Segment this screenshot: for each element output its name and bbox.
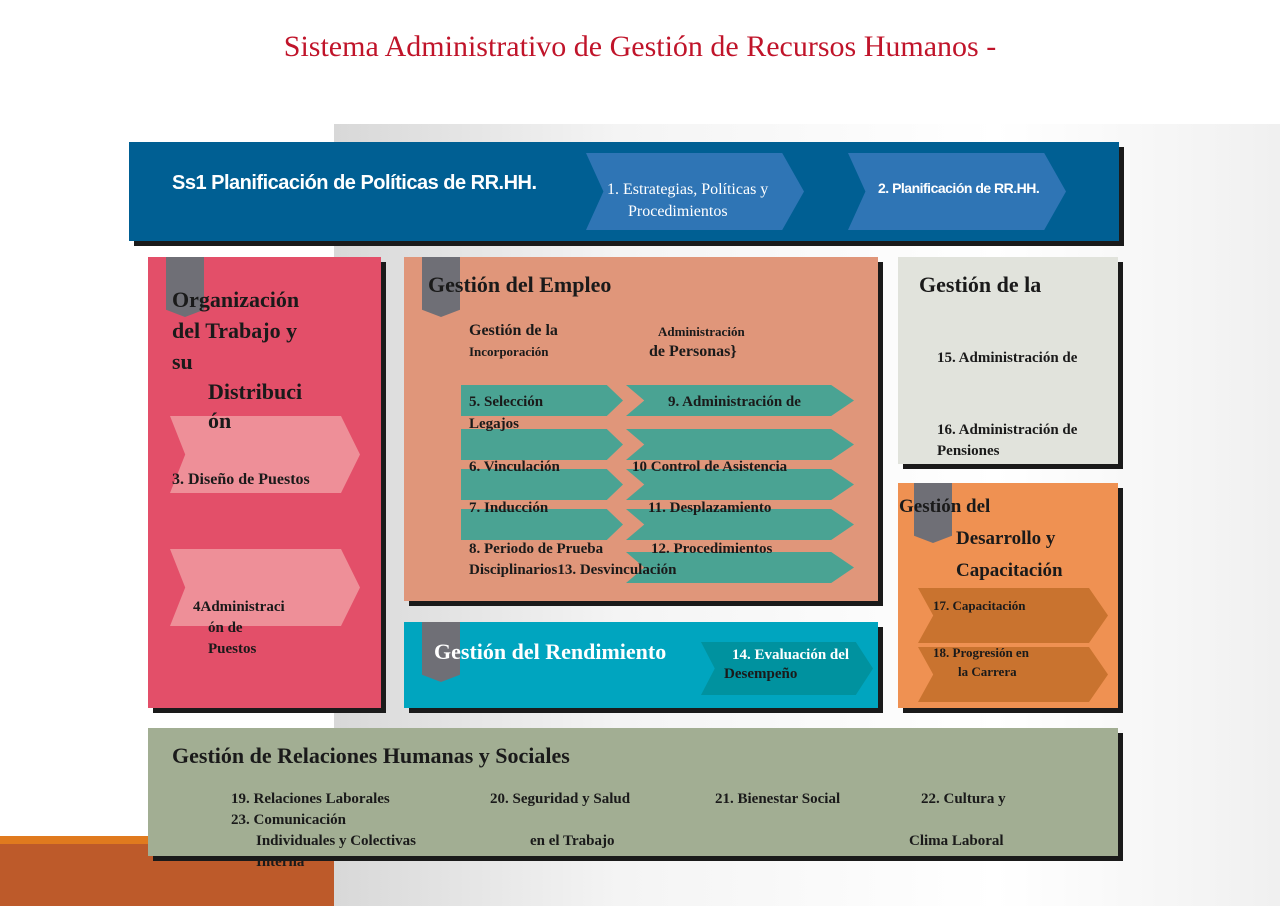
empleo-item-8: 8. Periodo de Prueba — [469, 541, 604, 557]
organizacion-subtitle — [208, 377, 302, 435]
organizacion-title-line5: ón — [208, 408, 232, 433]
banner-item-2-label: 2. Planificación de RR.HH. — [878, 180, 1040, 196]
relaciones-item-22: 22. Cultura y — [921, 791, 1006, 807]
organizacion-item-4-line3: Puestos — [208, 641, 257, 657]
desarrollo-item-18 — [933, 643, 1029, 681]
relaciones-item-20: 20. Seguridad y Salud — [490, 791, 631, 807]
empleo-item-6: 6. Vinculación — [469, 459, 560, 475]
empleo-col1-line2: Incorporación — [469, 344, 549, 359]
organizacion-title-line4: Distribuci — [208, 379, 303, 404]
relaciones-item-20-line2: en el Trabajo — [530, 833, 615, 849]
empleo-item-11: 11. Desplazamiento — [648, 500, 772, 516]
desarrollo-item-17: 17. Capacitación — [933, 598, 1026, 613]
organizacion-title — [172, 284, 299, 377]
empleo-item-10: 10 Control de Asistencia — [632, 459, 788, 475]
organizacion-item-4 — [193, 597, 285, 660]
relaciones-item-23: 23. Comunicación — [231, 812, 347, 828]
organizacion-title-line3: su — [172, 349, 193, 374]
rendimiento-item-14-line1: 14. Evaluación del — [732, 647, 850, 663]
organizacion-item-4-line1: 4Administraci — [193, 599, 285, 615]
empleo-col1-header — [469, 322, 558, 360]
organizacion-title-line1: Organización — [172, 287, 300, 312]
relaciones-item-23-line2: Interna — [256, 854, 305, 870]
empleo-chevron-r2 — [626, 429, 854, 460]
desarrollo-chevron-1 — [918, 588, 1108, 643]
rendimiento-item-14-line2: Desempeño — [724, 666, 798, 682]
empleo-col1-line1: Gestión de la — [469, 322, 558, 339]
desarrollo-title-line3: Capacitación — [956, 560, 1063, 581]
empleo-title: Gestión del Empleo — [428, 272, 612, 297]
banner-title: Ss1 Planificación de Políticas de RR.HH. — [172, 172, 537, 194]
compensacion-title: Gestión de la — [919, 272, 1042, 297]
empleo-item-9: 9. Administración de — [668, 394, 801, 410]
organizacion-item-3: 3. Diseño de Puestos — [172, 471, 310, 488]
relaciones-item-19-line2: Individuales y Colectivas — [256, 833, 417, 849]
empleo-item-7: 7. Inducción — [469, 500, 549, 516]
compensacion-item-16 — [937, 420, 1077, 462]
desarrollo-item-18-line2: la Carrera — [958, 664, 1017, 679]
banner-item-1-line1: 1. Estrategias, Políticas y — [607, 181, 769, 198]
banner-item-1-label — [607, 179, 807, 223]
relaciones-item-22-line2: Clima Laboral — [909, 833, 1004, 849]
empleo-chevron-l2 — [461, 429, 623, 460]
compensacion-item-15: 15. Administración de — [937, 350, 1078, 366]
desarrollo-item-18-line1: 18. Progresión en — [933, 645, 1029, 660]
relaciones-item-21: 21. Bienestar Social — [715, 791, 841, 807]
empleo-disciplinarios: Disciplinarios13. Desvinculación — [469, 562, 677, 578]
banner-item-1-line2: Procedimientos — [628, 203, 728, 220]
page-title: Sistema Administrativo de Gestión de Recursos Humanos - — [283, 30, 997, 63]
empleo-col2-line1: Administración — [658, 324, 745, 339]
organizacion-title-line2: del Trabajo y — [172, 318, 298, 343]
relaciones-title: Gestión de Relaciones Humanas y Sociales — [172, 743, 570, 768]
desarrollo-title — [899, 491, 1063, 587]
empleo-legajos: Legajos — [469, 416, 519, 432]
rendimiento-title: Gestión del Rendimiento — [434, 639, 667, 664]
empleo-col2-header — [649, 324, 745, 361]
relaciones-item-19: 19. Relaciones Laborales — [231, 791, 390, 807]
organizacion-item-4-line2: ón de — [208, 620, 243, 636]
compensacion-item-16-line1: 16. Administración de — [937, 422, 1078, 438]
compensacion-item-16-line2: Pensiones — [937, 443, 1000, 459]
empleo-item-5: 5. Selección — [469, 394, 544, 410]
empleo-col2-line2: de Personas} — [649, 343, 737, 360]
empleo-item-12: 12. Procedimientos — [651, 541, 773, 557]
desarrollo-title-line1: Gestión del — [899, 496, 991, 517]
rendimiento-item-14 — [724, 646, 849, 684]
desarrollo-title-line2: Desarrollo y — [956, 528, 1056, 549]
